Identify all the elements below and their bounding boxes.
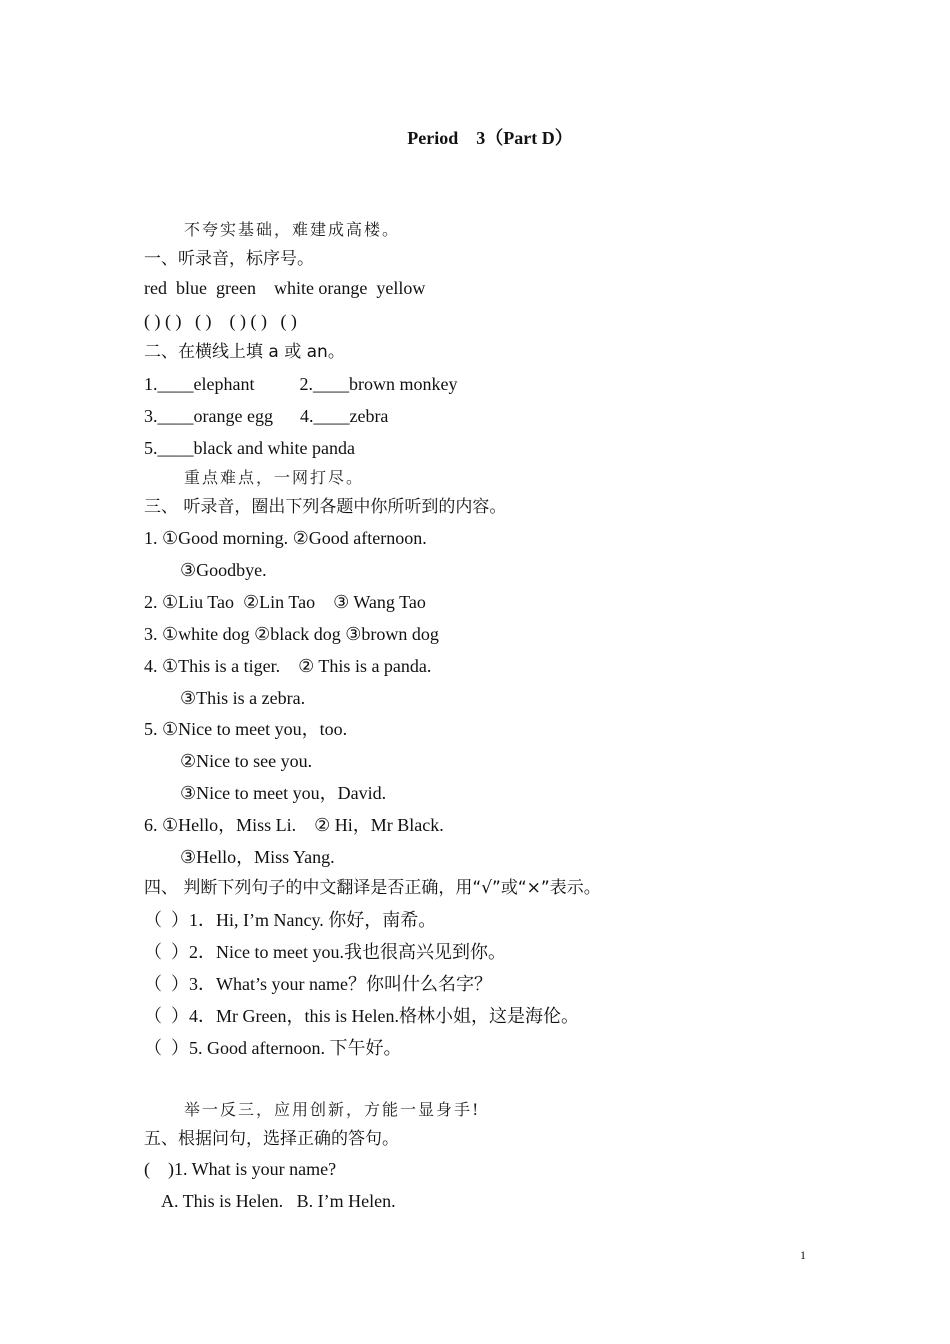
section-5-question-1: ( )1. What is your name? <box>144 1159 337 1179</box>
section-1-heading: 一、听录音，标序号。 <box>144 249 314 269</box>
section-3-line: 4. ①This is a tiger. ② This is a panda. <box>144 656 432 676</box>
motto-foundation: 不夸实基础，难建成高楼。 <box>184 220 401 239</box>
section-4-line: （ ）3．What’s your name？你叫什么名字？ <box>144 974 492 994</box>
section-3-line: ③Nice to meet you，David. <box>144 783 387 803</box>
page-title: Period 3（Part D） <box>407 128 573 148</box>
section-5-question-1-options: A. This is Helen. B. I’m Helen. <box>144 1191 396 1211</box>
section-2-row-3: 5.____black and white panda <box>144 438 355 458</box>
section-4-line: （ ）2．Nice to meet you.我也很高兴见到你。 <box>144 942 506 962</box>
section-3-line: ②Nice to see you. <box>144 751 313 771</box>
motto-key-points: 重点难点，一网打尽。 <box>184 468 365 487</box>
section-4-line: （ ）1．Hi, I’m Nancy. 你好，南希。 <box>144 910 437 930</box>
section-2-heading: 二、在横线上填 a 或 an。 <box>144 342 345 362</box>
section-3-line: 6. ①Hello，Miss Li. ② Hi，Mr Black. <box>144 815 444 835</box>
section-3-line: 3. ①white dog ②black dog ③brown dog <box>144 624 439 644</box>
section-2-row-2: 3.____orange egg 4.____zebra <box>144 406 389 426</box>
section-3-line: 1. ①Good morning. ②Good afternoon. <box>144 528 427 548</box>
section-3-heading: 三、 听录音，圈出下列各题中你所听到的内容。 <box>144 497 507 517</box>
section-4-line: （ ）5. Good afternoon. 下午好。 <box>144 1038 402 1058</box>
section-3-line: ③Hello，Miss Yang. <box>144 847 335 867</box>
section-3-line: 5. ①Nice to meet you，too. <box>144 719 348 739</box>
section-5-heading: 五、根据问句，选择正确的答句。 <box>144 1129 399 1149</box>
section-1-words: red blue green white orange yellow <box>144 278 426 298</box>
section-1-blanks: ( ) ( ) ( ) ( ) ( ) ( ) <box>144 311 297 331</box>
section-3-line: 2. ①Liu Tao ②Lin Tao ③ Wang Tao <box>144 592 426 612</box>
motto-apply: 举一反三，应用创新，方能一显身手! <box>184 1100 481 1119</box>
section-4-line: （ ）4．Mr Green，this is Helen.格林小姐，这是海伦。 <box>144 1006 579 1026</box>
section-3-line: ③Goodbye. <box>144 560 267 580</box>
section-2-row-1: 1.____elephant 2.____brown monkey <box>144 374 458 394</box>
page-number: 1 <box>800 1248 806 1262</box>
section-4-heading: 四、 判断下列句子的中文翻译是否正确，用“√”或“×”表示。 <box>144 878 601 898</box>
section-3-line: ③This is a zebra. <box>144 688 306 708</box>
